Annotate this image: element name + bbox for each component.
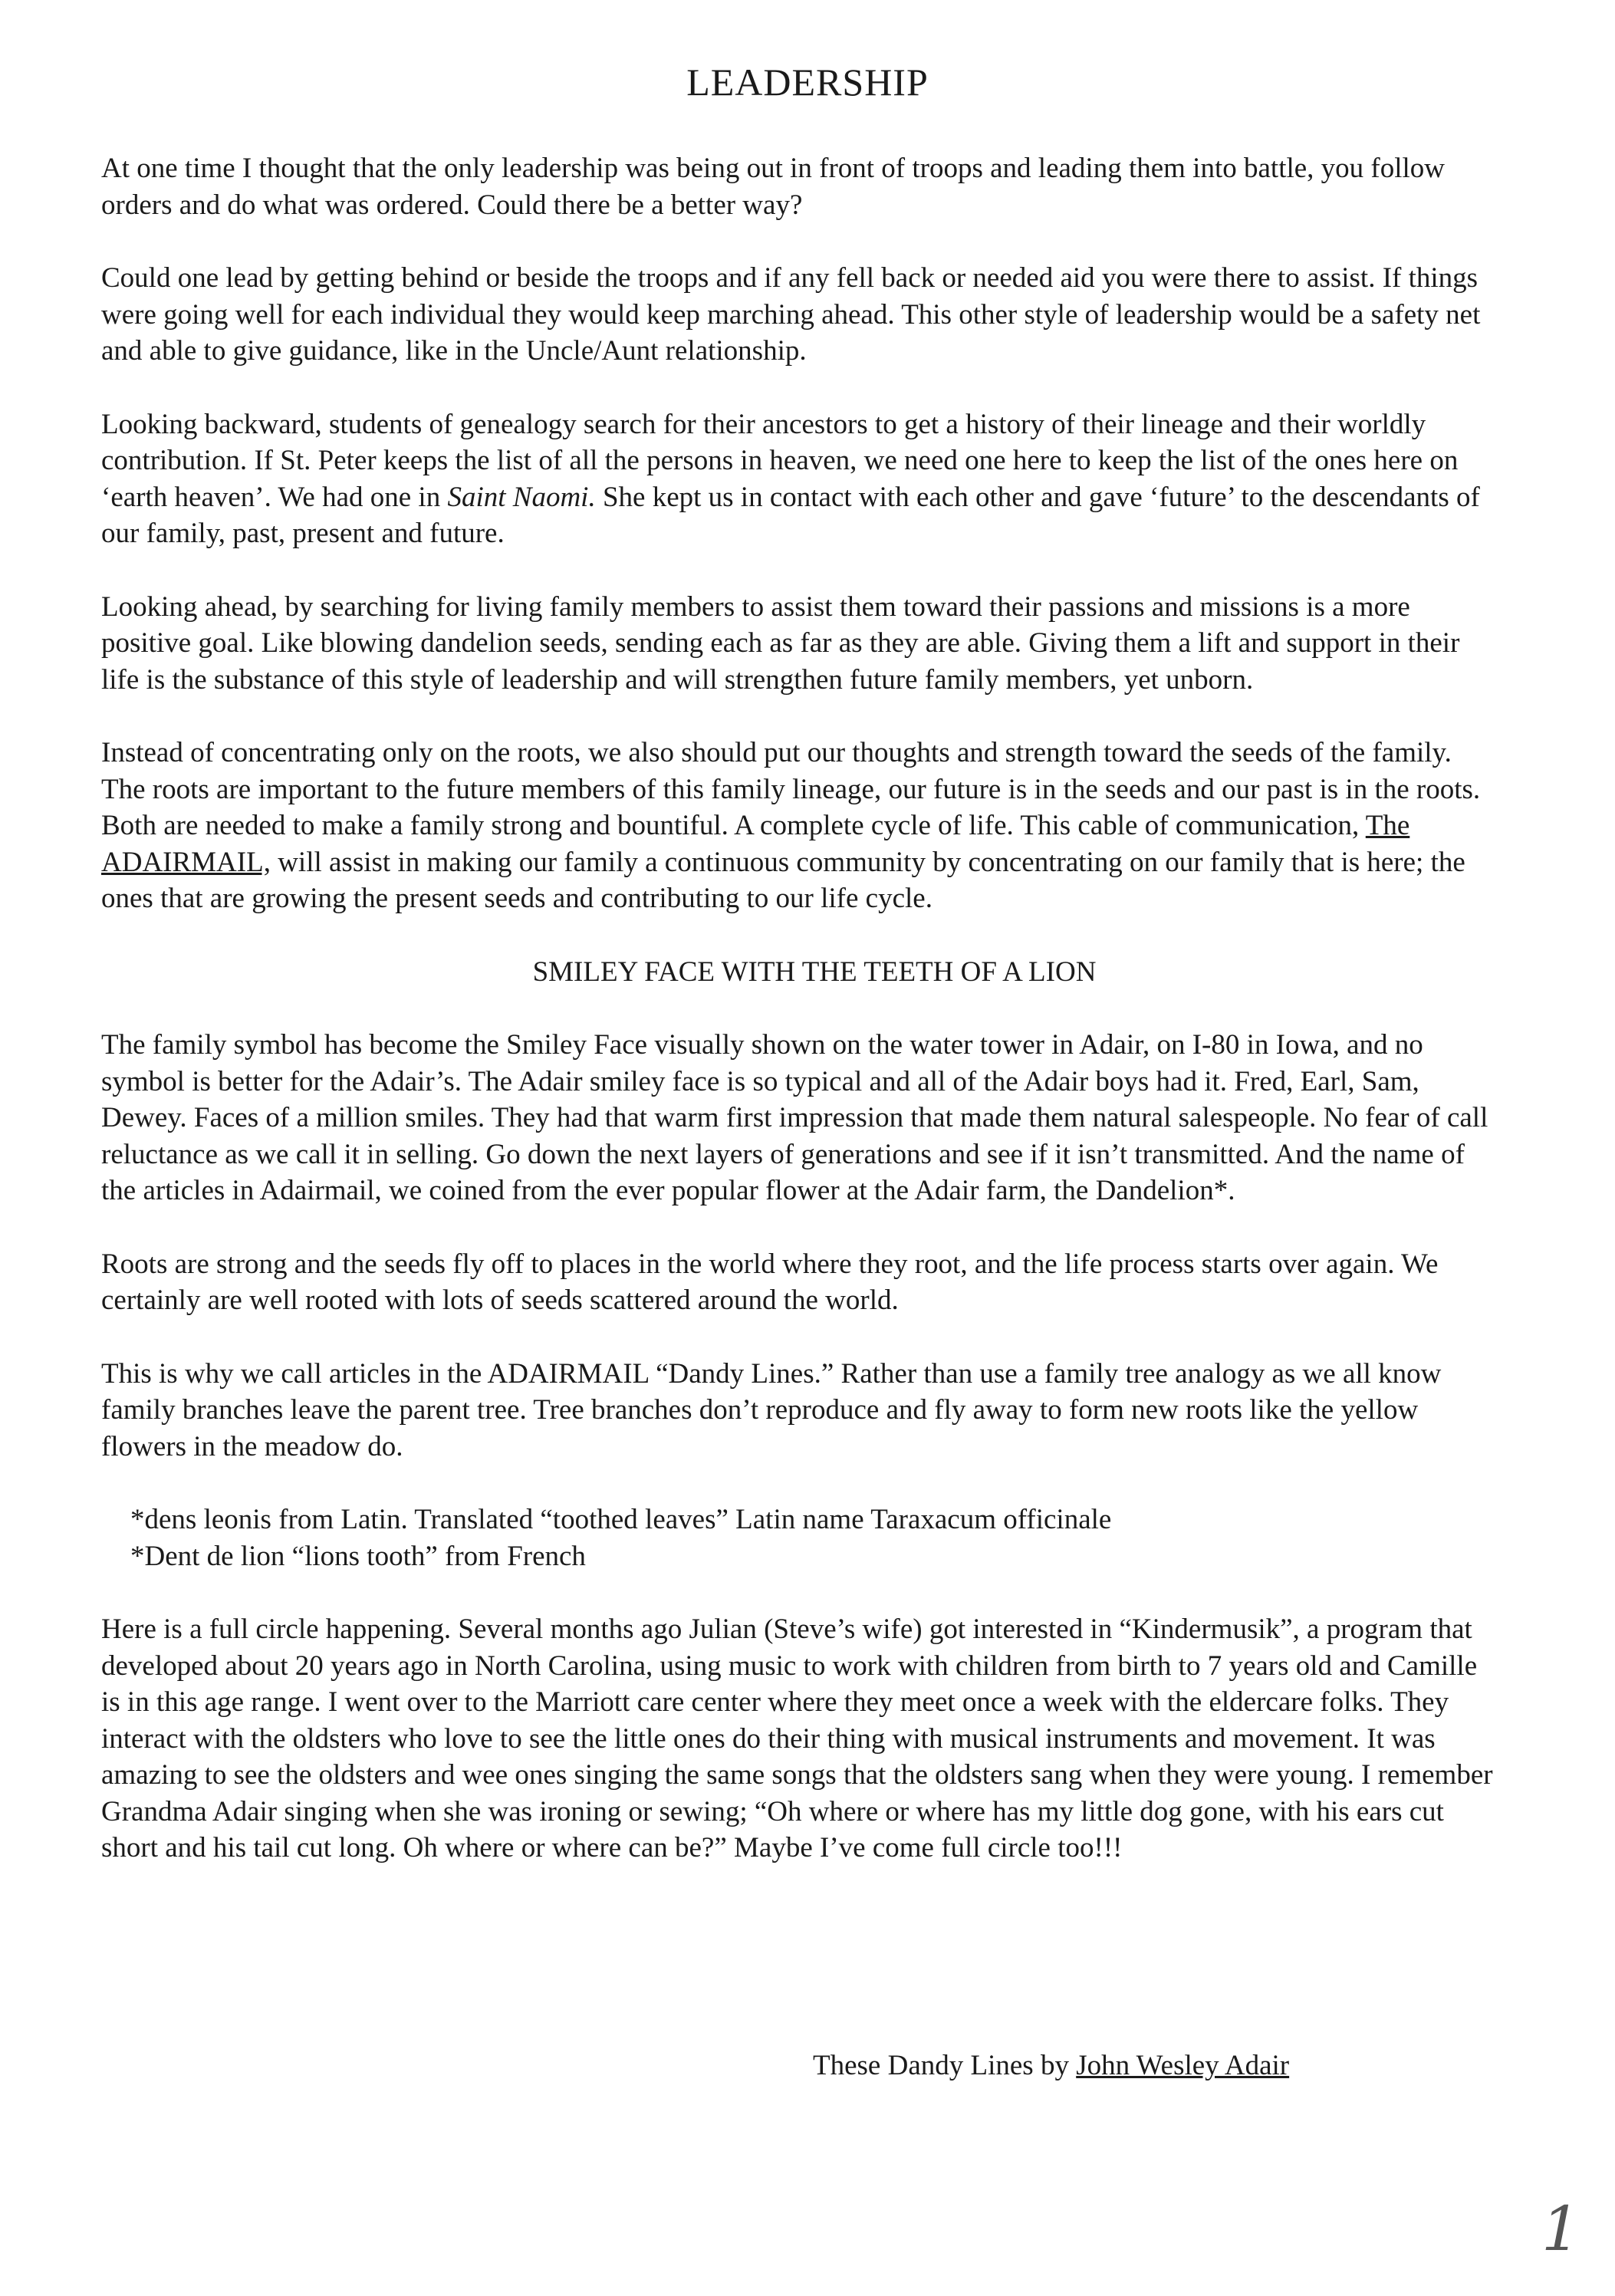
paragraph-roots-seeds-start: Instead of concentrating only on the roots, we also should put our thoughts and strength toward the seeds of the family. The roots are important to the future members of this family lineage, our future is in the seeds and our past is in the roots. Both are needed to make a family strong and bountiful. A complete cycle of life. This cable of communication, [101,737,1481,841]
paragraph-genealogy [101,406,1497,552]
paragraph-looking-ahead: Looking ahead, by searching for living family members to assist them toward their passions and missions is a more positive goal. Like blowing dandelion seeds, sending each as far as they are able. Giving them a lift and support in their life is the substance of this style of leadership and will strengthen future family members, yet unborn. [101,590,1460,696]
saint-naomi-italic: Saint Naomi. [447,481,596,513]
paragraph-roots-seeds [101,735,1497,917]
paragraph-roots-strong: Roots are strong and the seeds fly off to places in the world where they root, and the life process starts over again. We certainly are well rooted with lots of seeds scattered around the world. [101,1248,1439,1316]
section-subheading: SMILEY FACE WITH THE TEETH OF A LION [532,956,1097,988]
signature-line [813,2048,1289,2084]
adairmail-underlined: The ADAIRMAIL, [101,810,1410,878]
footnotes [101,1502,1497,1574]
paragraph-smiley-face: The family symbol has become the Smiley Face visually shown on the water tower in Adair, on I-80 in Iowa, and no symbol is better for the Adair’s. The Adair smiley face is so typical and all of the Adair boys had it. Fred, Earl, Sam, Dewey. Faces of a million smiles. They had that warm first impression that made them natural salespeople. No fear of call reluctance as we call it in selling. Go down the next layers of generations and see if it isn’t transmitted. And the name of the articles in Adairmail, we coined from the ever popular flower at the Adair farm, the Dandelion*. [101,1029,1488,1206]
paragraph-full-circle: Here is a full circle happening. Several months ago Julian (Steve’s wife) got interested in “Kindermusik”, a program that developed about 20 years ago in North Carolina, using music to work with children from birth to 7 years old and Camille is in this age range. I went over to the Marriott care center where they meet once a week with the eldercare folks. They interact with the oldsters who love to see the little ones do their thing with musical instruments and movement. It was amazing to see the oldsters and wee ones singing the same songs that the oldsters sang when they were young. I remember Grandma Adair singing when she was ironing or sewing; “Oh where or where has my little dog gone, with his ears cut short and his tail cut long. Oh where or where can be?” Maybe I’ve come full circle too!!! [101,1613,1493,1863]
signature-prefix: These Dandy Lines by [813,2050,1077,2081]
page-title: LEADERSHIP [686,61,929,104]
paragraph-genealogy-start: Looking backward, students of genealogy search for their ancestors to get a history of their lineage and their worldly contribution. If St. Peter keeps the list of all the persons in heaven, we need one here to keep the list of the ones here on ‘earth heaven’. We had one in [101,408,1459,513]
paragraph-safety-net: Could one lead by getting behind or beside the troops and if any fell back or needed aid you were there to assist. If things were going well for each individual they would keep marching ahead. This other style of leadership would be a safety net and able to give guidance, like in the Uncle/Aunt relationship. [101,262,1481,367]
signature-author: John Wesley Adair [1076,2050,1290,2081]
footnote-french: *Dent de lion “lions tooth” from French [130,1540,586,1572]
paragraph-roots-seeds-end: will assist in making our family a continuous community by concentrating on our family that is here; the ones that are growing the present seeds and contributing to our life cycle. [101,846,1465,914]
footnote-latin: *dens leonis from Latin. Translated “toothed leaves” Latin name Taraxacum officinale [130,1504,1112,1535]
article-body [101,150,1497,1903]
paragraph-troops: At one time I thought that the only leadership was being out in front of troops and leading them into battle, you follow orders and do what was ordered. Could there be a better way? [101,153,1446,221]
paragraph-dandy-lines: This is why we call articles in the ADAIRMAIL “Dandy Lines.” Rather than use a family tree analogy as we all know family branches leave the parent tree. Tree branches don’t reproduce and fly away to form new roots like the yellow flowers in the meadow do. [101,1357,1442,1462]
page-number: 1 [1541,2193,1580,2265]
paragraph-genealogy-end: She kept us in contact with each other and gave ‘future’ to the descendants of our family, past, present and future. [101,481,1480,549]
